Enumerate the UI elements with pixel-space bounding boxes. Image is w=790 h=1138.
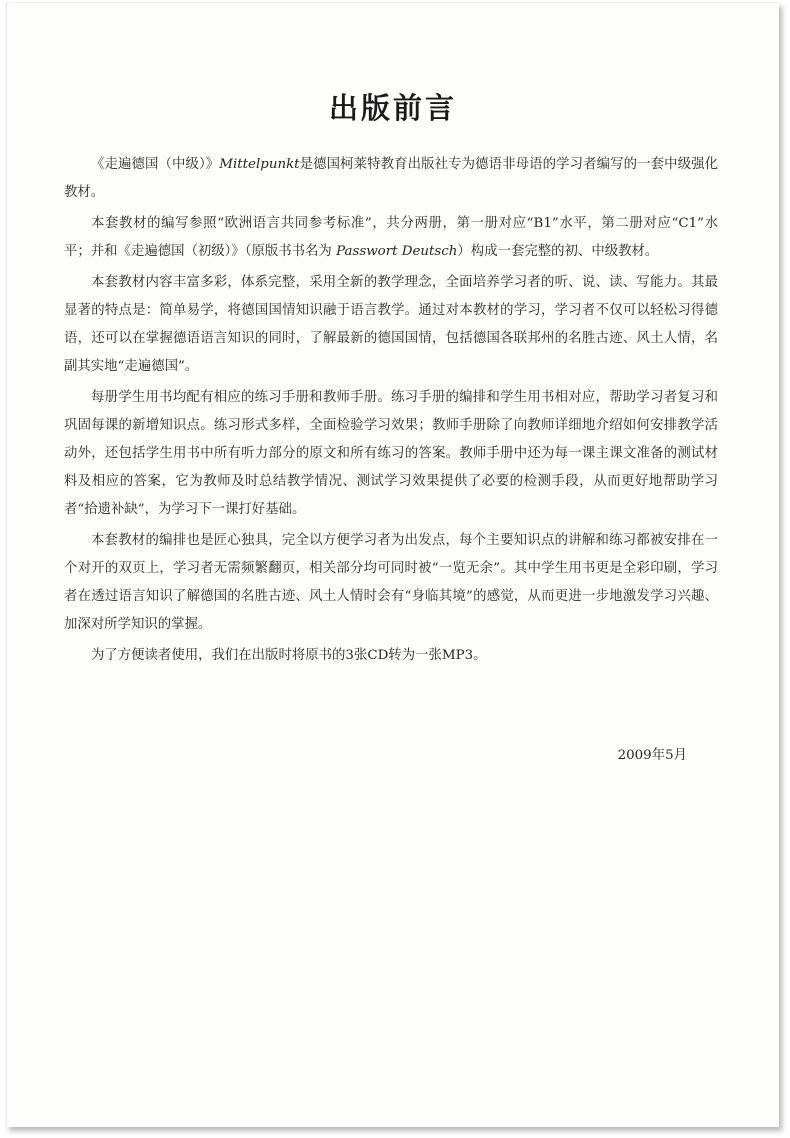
- paragraph-5: [64, 527, 718, 639]
- preface-body: [64, 151, 718, 673]
- paragraph-text: 本套教材的编排也是匠心独具，完全以方便学习者为出发点，每个主要知识点的讲解和练习都被安排在一个对开的双页上，学习者无需频繁翻页，相关部分均可同时被“一览无余”。其中学生用书更是全彩印刷，学习者在透过语言知识了解德国的名胜古迹、风土人情时会有“身临其境”的感觉，从而更进一步地激发学习兴趣、加深对所学知识的掌握。: [64, 533, 718, 632]
- paragraph-text: 每册学生用书均配有相应的练习手册和教师手册。练习手册的编排和学生用书相对应，帮助学习者复习和巩固每课的新增知识点。练习形式多样，全面检验学习效果；教师手册除了向教师详细地介绍如何安排教学活动外，还包括学生用书中所有听力部分的原文和所有练习的答案。教师手册中还为每一课主课文准备的测试材料及相应的答案，它为教师及时总结教学情况、测试学习效果提供了必要的检测手段，从而更好地帮助学习者“拾遗补缺”，为学习下一课打好基础。: [64, 390, 718, 517]
- date-line: 2009年5月: [617, 748, 687, 763]
- paragraph-text: 本套教材内容丰富多彩，体系完整，采用全新的教学理念，全面培养学习者的听、说、读、写能力。其最显著的特点是：简单易学，将德国国情知识融于语言教学。通过对本教材的学习，学习者不仅可以轻松习得德语，还可以在掌握德语语言知识的同时，了解最新的德国国情，包括德国各联邦州的名胜古迹、风土人情，名副其实地“走遍德国”。: [64, 275, 718, 374]
- paragraph-6: [64, 642, 718, 670]
- paragraph-text: 本套教材的编写参照“欧洲语言共同参考标准”，共分两册，第一册对应“B1”水平，第二册对应“C1”水平；并和《走遍德国（初级）》（原版书书名为: [64, 216, 718, 259]
- paragraph-text: 是德国柯莱特教育出版社专为德语非母语的学习者编写的一套中级强化教材。: [64, 157, 718, 200]
- paragraph-2: [64, 210, 718, 266]
- italic-title-text: Mittelpunkt: [219, 157, 300, 172]
- page-title: 出版前言: [328, 91, 457, 125]
- paragraph-text: 为了方便读者使用，我们在出版时将原书的3张CD转为一张MP3。: [91, 648, 487, 663]
- paragraph-text: ）构成一套完整的初、中级教材。: [457, 244, 659, 259]
- paragraph-4: [64, 384, 718, 524]
- book-page: [6, 2, 779, 1127]
- italic-title-text: Passwort Deutsch: [336, 244, 458, 259]
- paragraph-text: 《走遍德国（中级）》: [91, 157, 220, 172]
- paragraph-3: [64, 269, 718, 381]
- paragraph-1: [64, 151, 718, 207]
